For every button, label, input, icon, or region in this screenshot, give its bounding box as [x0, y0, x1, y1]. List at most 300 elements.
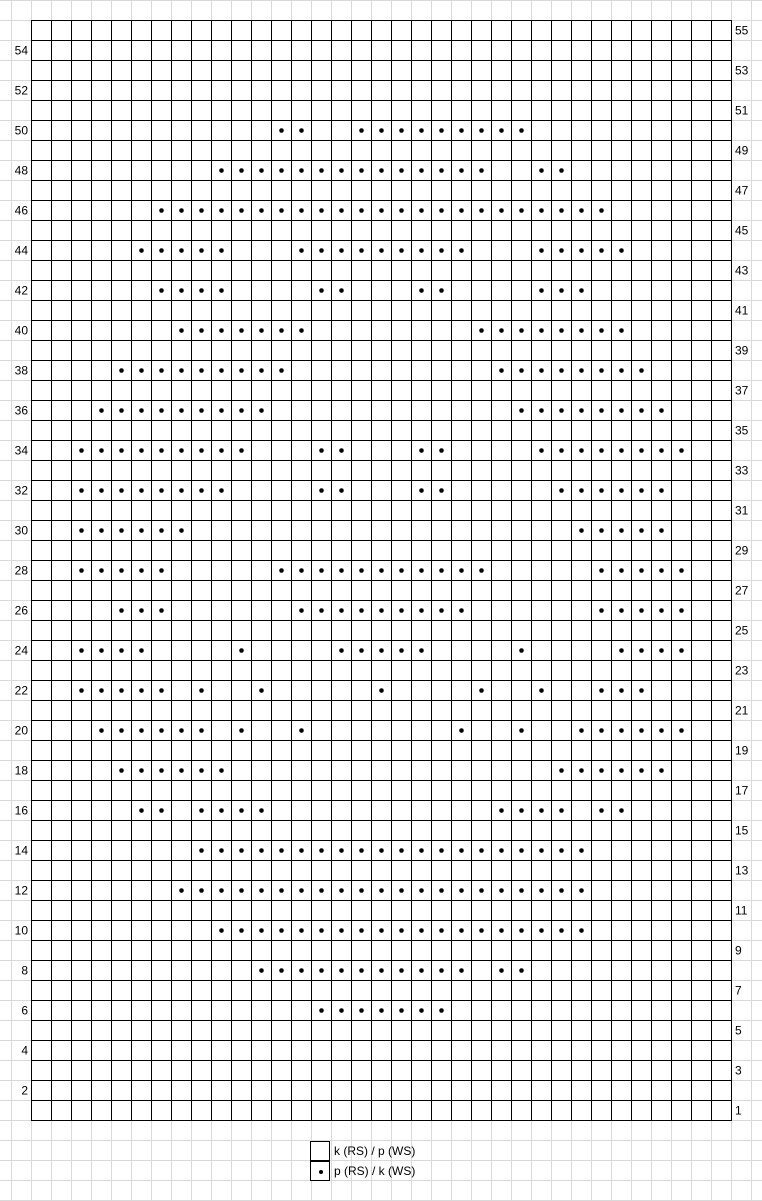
- purl-dot: [539, 688, 544, 693]
- legend: [310, 1141, 430, 1181]
- purl-dot: [339, 928, 344, 933]
- purl-dot: [339, 448, 344, 453]
- purl-dot: [139, 768, 144, 773]
- purl-dot: [239, 808, 244, 813]
- purl-dot: [299, 928, 304, 933]
- purl-dot: [219, 448, 224, 453]
- purl-dot: [319, 488, 324, 493]
- purl-dot: [319, 608, 324, 613]
- purl-dot: [559, 928, 564, 933]
- purl-dot: [339, 968, 344, 973]
- purl-dot: [279, 328, 284, 333]
- purl-dot: [379, 928, 384, 933]
- purl-dot: [139, 688, 144, 693]
- row-label-right: 21: [735, 703, 749, 718]
- row-label-right: 11: [735, 903, 748, 918]
- purl-dot: [119, 608, 124, 613]
- purl-dot: [479, 208, 484, 213]
- purl-dot: [659, 568, 664, 573]
- purl-dot: [439, 1008, 444, 1013]
- purl-dot: [479, 168, 484, 173]
- purl-dot: [459, 568, 464, 573]
- purl-dot: [579, 248, 584, 253]
- purl-dot: [539, 408, 544, 413]
- purl-dot: [179, 248, 184, 253]
- purl-dot: [559, 168, 564, 173]
- purl-dot: [559, 328, 564, 333]
- purl-dot: [159, 448, 164, 453]
- purl-dot: [419, 968, 424, 973]
- purl-dot: [79, 648, 84, 653]
- row-label-right: 53: [735, 63, 749, 78]
- purl-dot: [199, 488, 204, 493]
- purl-dot: [339, 488, 344, 493]
- purl-dot: [579, 368, 584, 373]
- purl-dot: [439, 968, 444, 973]
- purl-dot: [159, 528, 164, 533]
- purl-dot: [679, 568, 684, 573]
- purl-dot: [119, 408, 124, 413]
- purl-dot: [439, 168, 444, 173]
- purl-dot: [659, 648, 664, 653]
- purl-dot: [239, 648, 244, 653]
- purl-dot: [439, 848, 444, 853]
- row-label-left: 32: [14, 483, 28, 498]
- purl-dot: [399, 248, 404, 253]
- purl-dot: [359, 968, 364, 973]
- purl-dot: [639, 488, 644, 493]
- row-label-left: 44: [14, 243, 28, 258]
- purl-dot: [479, 928, 484, 933]
- row-label-right: 47: [735, 183, 749, 198]
- purl-dot: [259, 848, 264, 853]
- purl-dot: [339, 848, 344, 853]
- row-label-left: 10: [14, 923, 28, 938]
- purl-dot: [299, 728, 304, 733]
- purl-dot: [579, 768, 584, 773]
- purl-dot: [399, 568, 404, 573]
- purl-dot: [339, 608, 344, 613]
- purl-dot: [579, 408, 584, 413]
- purl-dot: [239, 168, 244, 173]
- purl-dot: [359, 608, 364, 613]
- purl-dot: [539, 848, 544, 853]
- purl-dot: [259, 408, 264, 413]
- row-label-right: 45: [735, 223, 749, 238]
- purl-dot: [279, 568, 284, 573]
- purl-dot: [399, 128, 404, 133]
- purl-dot: [259, 888, 264, 893]
- purl-dot: [319, 448, 324, 453]
- purl-dot: [619, 488, 624, 493]
- purl-dot: [219, 168, 224, 173]
- purl-dot: [399, 848, 404, 853]
- row-label-left: 30: [14, 523, 28, 538]
- purl-dot: [419, 128, 424, 133]
- purl-dot: [199, 248, 204, 253]
- purl-dot: [599, 808, 604, 813]
- purl-dot: [259, 808, 264, 813]
- purl-dot: [399, 168, 404, 173]
- purl-dot: [139, 408, 144, 413]
- purl-dot: [99, 488, 104, 493]
- row-label-right: 27: [735, 583, 749, 598]
- purl-dot: [579, 328, 584, 333]
- row-label-right: 23: [735, 663, 749, 678]
- purl-dot: [199, 408, 204, 413]
- purl-dot: [639, 448, 644, 453]
- row-label-right: 19: [735, 743, 749, 758]
- purl-dot: [339, 1008, 344, 1013]
- purl-dot: [459, 608, 464, 613]
- purl-dot: [199, 728, 204, 733]
- purl-dot: [659, 528, 664, 533]
- row-label-right: 17: [735, 783, 749, 798]
- purl-dot: [639, 608, 644, 613]
- purl-dot: [399, 888, 404, 893]
- purl-dot: [119, 648, 124, 653]
- purl-dot: [299, 848, 304, 853]
- purl-dot: [219, 248, 224, 253]
- row-label-right: 13: [735, 863, 749, 878]
- purl-dot: [199, 208, 204, 213]
- purl-dot: [399, 208, 404, 213]
- purl-dot: [419, 568, 424, 573]
- purl-dot: [499, 808, 504, 813]
- purl-dot: [159, 768, 164, 773]
- purl-dot: [659, 448, 664, 453]
- purl-dot: [319, 968, 324, 973]
- purl-dot: [319, 208, 324, 213]
- purl-dot: [659, 408, 664, 413]
- purl-dot: [379, 168, 384, 173]
- row-label-left: 22: [14, 683, 28, 698]
- purl-dot: [639, 408, 644, 413]
- purl-dot: [319, 288, 324, 293]
- row-label-left: 38: [14, 363, 28, 378]
- purl-dot: [299, 968, 304, 973]
- purl-dot: [359, 848, 364, 853]
- row-label-left: 28: [14, 563, 28, 578]
- row-label-left: 2: [21, 1083, 28, 1098]
- purl-dot: [539, 888, 544, 893]
- purl-dot: [679, 608, 684, 613]
- row-label-right: 41: [735, 303, 749, 318]
- purl-dot: [639, 688, 644, 693]
- purl-dot: [159, 408, 164, 413]
- purl-dot: [99, 648, 104, 653]
- purl-dot: [659, 488, 664, 493]
- row-label-left: 46: [14, 203, 28, 218]
- purl-dot: [319, 168, 324, 173]
- purl-dot: [379, 888, 384, 893]
- purl-dot: [539, 168, 544, 173]
- purl-dot: [519, 408, 524, 413]
- purl-dot: [299, 168, 304, 173]
- purl-dot: [659, 608, 664, 613]
- purl-dot: [559, 288, 564, 293]
- purl-dot: [599, 408, 604, 413]
- purl-dot: [559, 208, 564, 213]
- row-label-right: 7: [735, 983, 742, 998]
- purl-dot: [519, 208, 524, 213]
- purl-dot: [119, 368, 124, 373]
- purl-dot: [499, 928, 504, 933]
- row-label-left: 8: [21, 963, 28, 978]
- purl-dot: [639, 368, 644, 373]
- purl-dot: [259, 168, 264, 173]
- row-label-left: 42: [14, 283, 28, 298]
- row-label-right: 37: [735, 383, 749, 398]
- purl-dot: [379, 568, 384, 573]
- row-label-right: 39: [735, 343, 749, 358]
- purl-dot: [119, 488, 124, 493]
- purl-dot: [459, 848, 464, 853]
- row-label-left: 6: [21, 1003, 28, 1018]
- purl-dot: [299, 568, 304, 573]
- purl-dot: [459, 968, 464, 973]
- purl-dot: [359, 648, 364, 653]
- purl-dot: [199, 848, 204, 853]
- purl-dot: [359, 888, 364, 893]
- purl-dot: [339, 568, 344, 573]
- purl-dot: [359, 128, 364, 133]
- purl-dot: [539, 368, 544, 373]
- purl-dot: [499, 328, 504, 333]
- row-label-right: 55: [735, 23, 749, 38]
- purl-dot: [139, 488, 144, 493]
- purl-dot: [599, 568, 604, 573]
- purl-dot: [519, 968, 524, 973]
- purl-dot: [499, 208, 504, 213]
- purl-dot: [439, 288, 444, 293]
- purl-dot: [639, 528, 644, 533]
- row-label-left: 48: [14, 163, 28, 178]
- purl-dot: [239, 928, 244, 933]
- row-label-right: 31: [735, 503, 749, 518]
- purl-dot: [139, 248, 144, 253]
- purl-dot: [419, 928, 424, 933]
- purl-dot: [419, 168, 424, 173]
- purl-dot: [659, 728, 664, 733]
- dot-icon: [319, 1170, 323, 1174]
- row-label-left: 12: [14, 883, 28, 898]
- purl-dot: [499, 888, 504, 893]
- purl-dot: [119, 528, 124, 533]
- purl-dot: [419, 608, 424, 613]
- purl-dot: [159, 728, 164, 733]
- purl-dot: [179, 408, 184, 413]
- purl-dot: [199, 888, 204, 893]
- purl-dot: [579, 528, 584, 533]
- purl-dot: [639, 728, 644, 733]
- purl-dot: [199, 768, 204, 773]
- purl-dot: [399, 1008, 404, 1013]
- purl-dot: [159, 288, 164, 293]
- legend-label-knit: k (RS) / p (WS): [334, 1144, 416, 1158]
- purl-dot: [139, 808, 144, 813]
- purl-dot: [419, 848, 424, 853]
- purl-dot: [279, 888, 284, 893]
- purl-dot: [479, 328, 484, 333]
- purl-dot: [379, 208, 384, 213]
- row-label-left: 20: [14, 723, 28, 738]
- purl-dot: [619, 688, 624, 693]
- purl-dot: [599, 528, 604, 533]
- purl-dot: [219, 408, 224, 413]
- purl-dot: [79, 448, 84, 453]
- purl-dot: [199, 808, 204, 813]
- purl-dot: [599, 608, 604, 613]
- purl-dot: [519, 848, 524, 853]
- purl-dot: [199, 288, 204, 293]
- purl-dot: [459, 728, 464, 733]
- row-label-left: 16: [14, 803, 28, 818]
- purl-dot: [399, 968, 404, 973]
- purl-dot: [319, 568, 324, 573]
- row-labels-right: [735, 24, 749, 1118]
- purl-dot: [79, 568, 84, 573]
- purl-dot: [159, 608, 164, 613]
- purl-dot: [279, 928, 284, 933]
- purl-dot: [239, 848, 244, 853]
- purl-dot: [439, 248, 444, 253]
- purl-dot: [539, 808, 544, 813]
- purl-dot: [579, 888, 584, 893]
- purl-dot: [79, 488, 84, 493]
- purl-dot: [159, 568, 164, 573]
- purl-dot: [219, 488, 224, 493]
- purl-dot: [619, 808, 624, 813]
- purl-dot: [339, 208, 344, 213]
- purl-dot: [259, 328, 264, 333]
- purl-dot: [139, 528, 144, 533]
- purl-dot: [559, 768, 564, 773]
- purl-dot: [439, 448, 444, 453]
- purl-dot: [99, 448, 104, 453]
- row-label-right: 43: [735, 263, 749, 278]
- purl-dot: [379, 848, 384, 853]
- purl-dot: [219, 288, 224, 293]
- purl-dot: [479, 568, 484, 573]
- purl-dot: [259, 688, 264, 693]
- purl-dot: [299, 128, 304, 133]
- purl-dot: [339, 248, 344, 253]
- purl-dot: [179, 768, 184, 773]
- row-label-left: 36: [14, 403, 28, 418]
- purl-dot: [579, 448, 584, 453]
- purl-dot: [279, 848, 284, 853]
- purl-dot: [199, 448, 204, 453]
- purl-dot: [319, 248, 324, 253]
- purl-dot: [579, 288, 584, 293]
- row-label-right: 9: [735, 943, 742, 958]
- row-label-right: 29: [735, 543, 749, 558]
- purl-dot: [279, 968, 284, 973]
- purl-dot: [359, 1008, 364, 1013]
- purl-dot: [359, 208, 364, 213]
- purl-dot: [679, 728, 684, 733]
- row-label-left: 18: [14, 763, 28, 778]
- purl-dot: [419, 888, 424, 893]
- row-label-right: 5: [735, 1023, 742, 1038]
- purl-dot: [519, 928, 524, 933]
- purl-dot: [219, 928, 224, 933]
- purl-dot: [239, 888, 244, 893]
- purl-dot: [659, 768, 664, 773]
- purl-dot: [599, 728, 604, 733]
- purl-dot: [399, 608, 404, 613]
- purl-dot: [239, 408, 244, 413]
- purl-dot: [479, 848, 484, 853]
- purl-dot: [619, 368, 624, 373]
- purl-dot: [599, 328, 604, 333]
- purl-dot: [399, 648, 404, 653]
- purl-dot: [239, 368, 244, 373]
- purl-dot: [139, 368, 144, 373]
- purl-dot: [439, 128, 444, 133]
- purl-dot: [499, 368, 504, 373]
- purl-dot: [439, 888, 444, 893]
- row-label-right: 33: [735, 463, 749, 478]
- purl-dot: [119, 688, 124, 693]
- purl-dot: [159, 208, 164, 213]
- purl-dot: [679, 448, 684, 453]
- purl-dot: [179, 888, 184, 893]
- legend-label-purl: p (RS) / k (WS): [334, 1164, 416, 1178]
- purl-dot: [199, 688, 204, 693]
- purl-dot: [579, 488, 584, 493]
- purl-dot: [179, 368, 184, 373]
- purl-dot: [599, 448, 604, 453]
- row-label-left: 52: [14, 83, 28, 98]
- purl-dot: [439, 928, 444, 933]
- purl-dot: [319, 888, 324, 893]
- purl-dot: [279, 128, 284, 133]
- purl-dot: [299, 208, 304, 213]
- purl-dot: [479, 688, 484, 693]
- purl-dot: [459, 248, 464, 253]
- purl-dot: [179, 728, 184, 733]
- purl-dot: [519, 888, 524, 893]
- purl-dot: [559, 888, 564, 893]
- purl-dot: [419, 1008, 424, 1013]
- row-label-right: 35: [735, 423, 749, 438]
- purl-dot: [179, 328, 184, 333]
- purl-dot: [599, 488, 604, 493]
- purl-dot: [99, 728, 104, 733]
- purl-dot: [259, 928, 264, 933]
- purl-dot: [139, 648, 144, 653]
- row-label-left: 14: [14, 843, 28, 858]
- purl-dot: [519, 128, 524, 133]
- purl-dot: [79, 528, 84, 533]
- legend-item-knit: [310, 1141, 430, 1161]
- purl-dot: [519, 728, 524, 733]
- purl-dot: [519, 328, 524, 333]
- row-labels-left: [15, 44, 29, 1098]
- purl-dot: [199, 328, 204, 333]
- purl-dot: [599, 688, 604, 693]
- purl-dot: [519, 808, 524, 813]
- purl-dot: [639, 568, 644, 573]
- row-label-left: 24: [14, 643, 28, 658]
- purl-dot: [239, 448, 244, 453]
- purl-dot: [299, 328, 304, 333]
- purl-dot: [559, 248, 564, 253]
- purl-dot: [79, 688, 84, 693]
- purl-dot: [139, 568, 144, 573]
